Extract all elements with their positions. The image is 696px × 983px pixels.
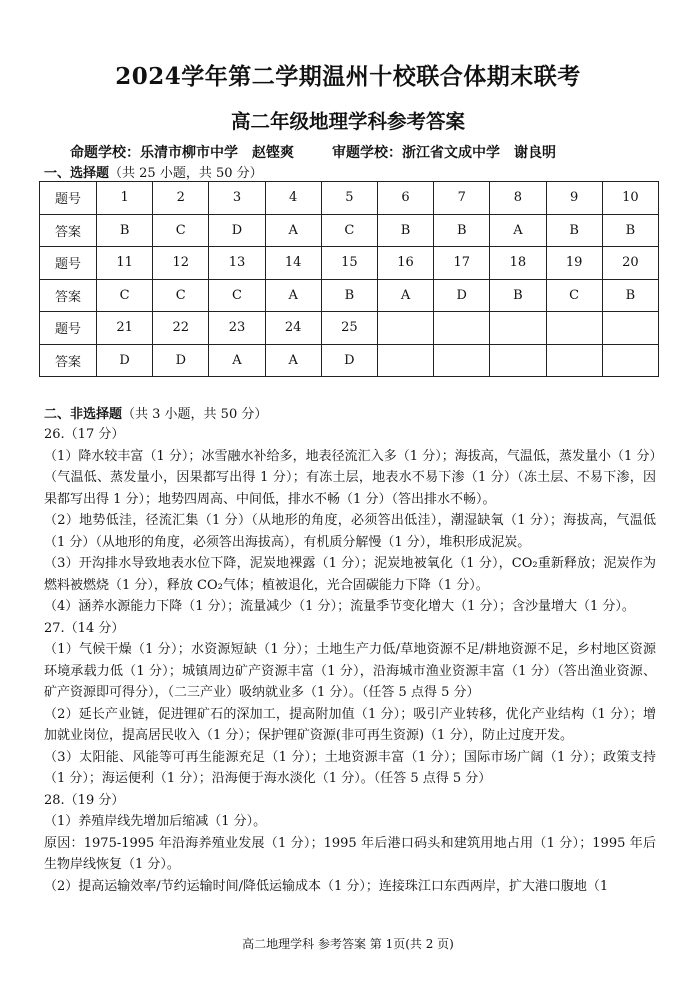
question-heading: 27.（14 分） [44,620,125,636]
row-header-cell: 答案 [40,279,97,312]
table-cell: B [377,214,433,247]
table-cell: 8 [490,182,546,215]
setter-label: 命题学校：乐清市柳市中学 [70,145,238,161]
table-cell: 2 [153,182,209,215]
table-cell: C [209,279,265,312]
section-2-title: 二、非选择题 [44,407,123,422]
table-cell: A [265,279,321,312]
table-cell [434,312,490,345]
table-cell: 13 [209,247,265,280]
table-cell: 5 [321,182,377,215]
table-cell: B [321,279,377,312]
table-row [40,214,659,247]
table-cell: A [265,344,321,377]
table-cell: B [546,214,602,247]
table-cell: 4 [265,182,321,215]
section-1-heading [44,162,263,181]
question-heading: 28.（19 分） [44,792,125,808]
page-subtitle: 高二年级地理学科参考答案 [230,110,465,133]
table-cell: 3 [209,182,265,215]
table-cell: 18 [490,247,546,280]
table-cell: B [490,279,546,312]
page-title: 2024学年第二学期温州十校联合体期末联考 [115,63,581,90]
table-cell: 7 [434,182,490,215]
table-cell: D [153,344,209,377]
answer-paragraph: （1）降水较丰富（1 分）；冰雪融水补给多，地表径流汇入多（1 分）；海拔高，气温低，蒸发量小（1 分）（气温低、蒸发量小，因果都写出得 1 分）；有冻土层，地表水不易下渗（1 分）（冻土层、不易下渗，因果都写出得 1 分）；地势四周高、中间低，排水不畅（1 分）（答出排水不畅）。 [44,448,656,507]
answer-paragraph: （1）养殖岸线先增加后缩减（1 分）。 [44,814,267,829]
table-cell: C [97,279,153,312]
row-header-cell: 题号 [40,247,97,280]
table-cell: 14 [265,247,321,280]
question-heading: 26.（17 分） [44,427,125,442]
table-cell: 11 [97,247,153,280]
answer-paragraph: （3）太阳能、风能等可再生能源充足（1 分）；土地资源丰富（1 分）；国际市场广阔（1 分）；政策支持（1 分）；海运便利（1 分）；沿海便于海水淡化（1 分）。（任答 5 点得 5 分） [44,749,656,786]
answer-paragraph: （3）开沟排水导致地表水位下降，泥炭地裸露（1 分）；泥炭地被氧化（1 分），CO₂重新释放；泥炭作为燃料被燃烧（1 分），释放 CO₂气体；植被退化，光合固碳能力下降（1 分）。 [44,556,656,593]
answer-paragraph: （2）提高运输效率/节约运输时间/降低运输成本（1 分）；连接珠江口东西两岸，扩大港口腹地（1 [44,878,609,894]
table-cell: C [153,214,209,247]
answer-table [39,181,659,377]
table-cell: 19 [546,247,602,280]
table-cell: A [209,344,265,377]
table-cell: 1 [97,182,153,215]
authors-line [70,142,556,162]
answer-paragraph: （1）气候干燥（1 分）；水资源短缺（1 分）；土地生产力低/草地资源不足/耕地资源不足，乡村地区资源环境承载力低（1 分）；城镇周边矿产资源丰富（1 分），沿海城市渔业资源丰富（1 分）（答出渔业资源、矿产资源即可得分），（二三产业）吸纳就业多（1 分）。（任答 5 点得 5 分） [44,642,656,700]
row-header-cell: 答案 [40,344,97,377]
section-2-heading [44,403,267,422]
section-1-title: 一、选择题 [44,166,110,181]
table-cell: B [602,214,658,247]
answer-paragraph: 原因：1975-1995 年沿海养殖业发展（1 分）；1995 年后港口码头和建筑用地占用（1 分）；1995 年后生物岸线恢复（1 分）。 [44,835,656,872]
row-header-cell: 题号 [40,182,97,215]
table-cell [602,312,658,345]
table-cell [490,344,546,377]
table-row [40,344,659,377]
table-cell [546,344,602,377]
table-cell [490,312,546,345]
section-2-note: （共 3 小题，共 50 分） [122,407,268,422]
table-cell: B [97,214,153,247]
page-footer: 高二地理学科 参考答案 第 1页(共 2 页) [242,937,454,951]
table-row [40,247,659,280]
table-cell [602,344,658,377]
table-cell: 21 [97,312,153,345]
answer-paragraph: （2）地势低洼，径流汇集（1 分）（从地形的角度，必须答出低洼），潮湿缺氧（1 分）；海拔高，气温低（1 分）（从地形的角度，必须答出海拔高），有机质分解慢（1 分），堆积形成泥炭。 [44,513,656,550]
table-cell: C [546,279,602,312]
table-cell: A [377,279,433,312]
table-cell: 24 [265,312,321,345]
table-cell: C [153,279,209,312]
answer-paragraph: （4）涵养水源能力下降（1 分）；流量减少（1 分）；流量季节变化增大（1 分）；含沙量增大（1 分）。 [44,599,635,614]
table-cell: 9 [546,182,602,215]
row-header-cell: 题号 [40,312,97,345]
table-cell: 15 [321,247,377,280]
table-cell: 22 [153,312,209,345]
setter-name: 赵铿爽 [252,145,294,161]
table-cell: A [265,214,321,247]
table-cell: 6 [377,182,433,215]
table-row [40,312,659,345]
answer-paragraph: （2）延长产业链，促进锂矿石的深加工，提高附加值（1 分）；吸引产业转移，优化产业结构（1 分）；增加就业岗位，提高居民收入（1 分）；保护锂矿资源(非可再生资源)（1 分），防止过度开发。 [44,706,656,743]
reviewer-name: 谢良明 [514,145,556,161]
table-cell: D [97,344,153,377]
table-cell: 16 [377,247,433,280]
table-cell [546,312,602,345]
table-cell: 10 [602,182,658,215]
table-cell: 23 [209,312,265,345]
table-cell: 25 [321,312,377,345]
table-row [40,279,659,312]
table-cell: 20 [602,247,658,280]
answer-body [44,424,656,897]
table-cell [377,344,433,377]
row-header-cell: 答案 [40,214,97,247]
table-row [40,182,659,215]
reviewer-label: 审题学校：浙江省文成中学 [332,145,500,161]
table-cell: 12 [153,247,209,280]
table-cell: B [602,279,658,312]
table-cell: 17 [434,247,490,280]
table-cell [434,344,490,377]
table-cell: A [490,214,546,247]
table-cell: B [434,214,490,247]
section-1-note: （共 25 小题，共 50 分） [109,166,263,181]
table-cell: D [321,344,377,377]
table-cell: D [434,279,490,312]
table-cell: D [209,214,265,247]
table-cell: C [321,214,377,247]
table-cell [377,312,433,345]
